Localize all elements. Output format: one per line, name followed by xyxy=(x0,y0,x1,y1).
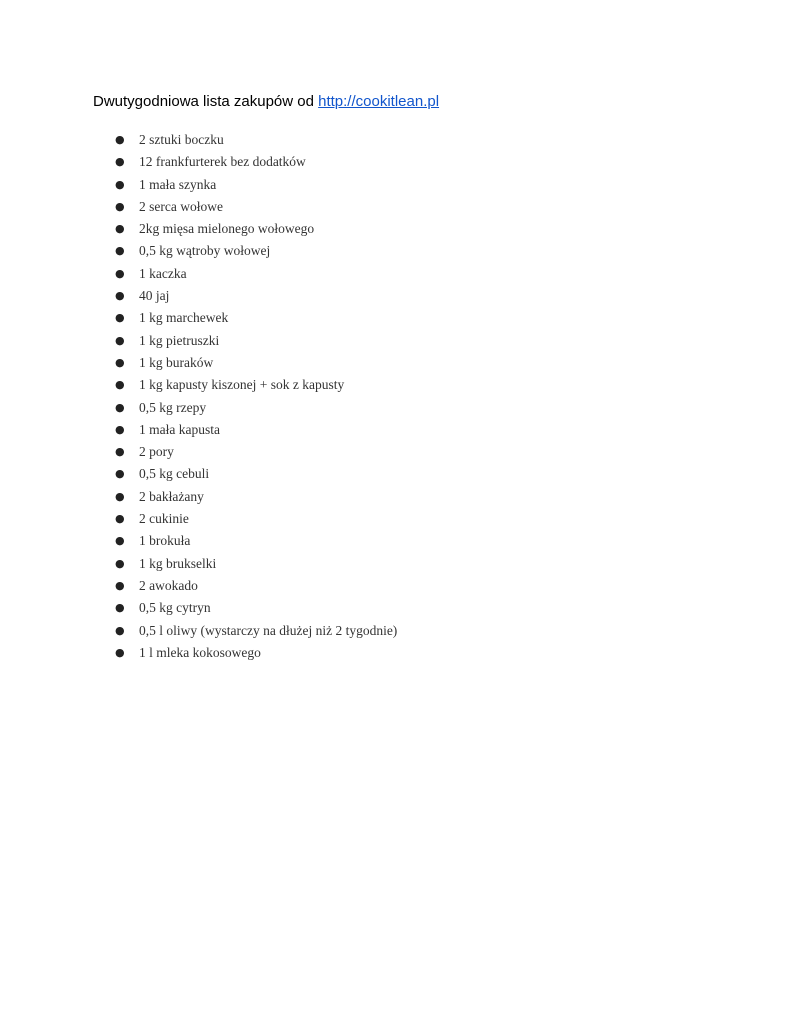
bullet-icon: ● xyxy=(115,534,125,548)
bullet-icon: ● xyxy=(115,601,125,615)
bullet-icon: ● xyxy=(115,445,125,459)
page-title xyxy=(93,92,439,112)
bullet-icon: ● xyxy=(115,289,125,303)
bullet-icon: ● xyxy=(115,489,125,503)
bullet-icon: ● xyxy=(115,422,125,436)
list-item-text: 1 kg kapusty kiszonej + sok z kapusty xyxy=(139,377,345,393)
bullet-icon: ● xyxy=(115,199,125,213)
list-item-text: 0,5 kg cebuli xyxy=(139,466,210,482)
heading-text: Dwutygodniowa lista zakupów od xyxy=(93,93,319,110)
bullet-icon: ● xyxy=(115,133,125,146)
list-item-text: 2 cukinie xyxy=(139,511,189,527)
list-item-text: 1 kaczka xyxy=(139,265,187,281)
list-item-text: 12 frankfurterek bez dodatków xyxy=(139,154,306,170)
bullet-icon: ● xyxy=(115,244,125,258)
bullet-icon: ● xyxy=(115,155,125,169)
list-item-text: 1 l mleka kokosowego xyxy=(139,644,261,660)
list-item-text: 0,5 kg wątroby wołowej xyxy=(139,243,271,259)
list-item-text: 1 brokuła xyxy=(139,533,191,549)
list-item-text: 2 pory xyxy=(139,444,174,460)
list-item-text: 1 kg brukselki xyxy=(139,555,217,571)
bullet-icon: ● xyxy=(115,645,125,659)
bullet-icon: ● xyxy=(115,400,125,414)
list-item-text: 2 bakłażany xyxy=(139,488,204,504)
list-item-text: 2 awokado xyxy=(139,577,198,593)
list-item-text: 1 kg pietruszki xyxy=(139,332,220,348)
bullet-icon: ● xyxy=(115,512,125,526)
bullet-icon: ● xyxy=(115,333,125,347)
bullet-icon: ● xyxy=(115,467,125,481)
bullet-icon: ● xyxy=(115,311,125,325)
list-item-text: 2 sztuki boczku xyxy=(139,132,224,147)
bullet-icon: ● xyxy=(115,222,125,236)
bullet-icon: ● xyxy=(115,556,125,570)
bullet-icon: ● xyxy=(115,623,125,637)
bullet-icon: ● xyxy=(115,578,125,592)
list-item-text: 40 jaj xyxy=(139,288,170,304)
list-item-text: 0,5 kg cytryn xyxy=(139,600,211,616)
bullet-icon: ● xyxy=(115,266,125,280)
bullet-icon: ● xyxy=(115,355,125,369)
bullet-icon: ● xyxy=(115,378,125,392)
list-item-text: 1 kg marchewek xyxy=(139,310,229,326)
list-item-text: 0,5 kg rzepy xyxy=(139,399,207,415)
bullet-icon: ● xyxy=(115,177,125,191)
list-item-text: 1 mała szynka xyxy=(139,176,217,192)
list-item-text: 2 serca wołowe xyxy=(139,198,223,214)
list-item-text: 1 mała kapusta xyxy=(139,421,220,437)
list-item-text: 1 kg buraków xyxy=(139,354,214,370)
list-item-text: 2kg mięsa mielonego wołowego xyxy=(139,221,315,237)
cookitlean-link[interactable]: http://cookitlean.pl xyxy=(318,93,440,110)
list-item-text: 0,5 l oliwy (wystarczy na dłużej niż 2 tygodnie) xyxy=(139,622,398,638)
